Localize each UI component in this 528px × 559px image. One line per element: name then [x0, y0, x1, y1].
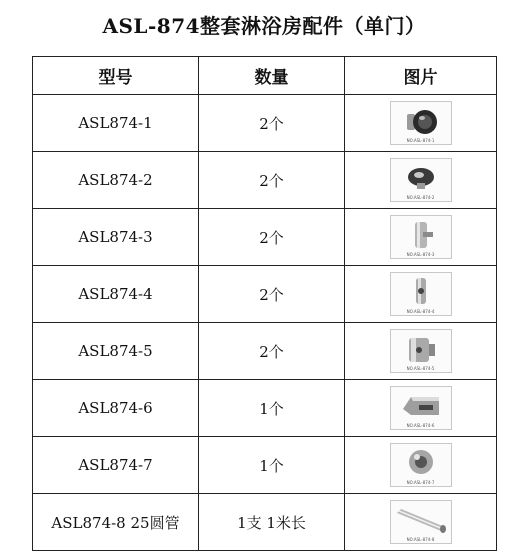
quantity-cell: 2个 [199, 152, 345, 209]
header-model: 型号 [33, 57, 199, 95]
model-cell: ASL874-1 [33, 95, 199, 152]
parts-table [32, 56, 497, 551]
table-row [33, 95, 497, 152]
model-cell: ASL874-8 25圆管 [33, 494, 199, 551]
model-cell: ASL874-5 [33, 323, 199, 380]
image-caption: NO.ASL-874-6 [406, 423, 435, 428]
page-title: ASL-874整套淋浴房配件（单门） [102, 14, 426, 38]
image-caption: NO.ASL-874-5 [406, 366, 435, 371]
model-cell: ASL874-7 [33, 437, 199, 494]
quantity-cell: 1支 1米长 [199, 494, 345, 551]
quantity-cell: 1个 [199, 380, 345, 437]
header-image: 图片 [345, 57, 497, 95]
image-cell [345, 152, 497, 209]
ring-stopper-icon [390, 443, 452, 487]
image-cell [345, 209, 497, 266]
image-caption: NO.ASL-874-4 [406, 309, 435, 314]
tube-clamp-icon [390, 329, 452, 373]
table-row [33, 494, 497, 551]
table-row [33, 323, 497, 380]
image-caption: NO.ASL-874-7 [406, 480, 435, 485]
image-cell [345, 437, 497, 494]
table-row [33, 266, 497, 323]
cylinder-post-icon [390, 215, 452, 259]
table-row [33, 380, 497, 437]
glass-clip-icon [390, 386, 452, 430]
small-bracket-icon [390, 272, 452, 316]
quantity-cell: 2个 [199, 266, 345, 323]
table-row [33, 437, 497, 494]
image-cell [345, 380, 497, 437]
round-tube-icon [390, 500, 452, 544]
image-cell [345, 323, 497, 380]
model-cell: ASL874-6 [33, 380, 199, 437]
quantity-cell: 2个 [199, 323, 345, 380]
image-caption: NO.ASL-874-1 [406, 138, 435, 143]
quantity-cell: 2个 [199, 209, 345, 266]
image-cell [345, 266, 497, 323]
image-cell [345, 95, 497, 152]
model-cell: ASL874-2 [33, 152, 199, 209]
model-cell: ASL874-4 [33, 266, 199, 323]
table-header-row [33, 57, 497, 95]
image-caption: NO.ASL-874-8 [406, 537, 435, 542]
header-quantity: 数量 [199, 57, 345, 95]
table-row [33, 209, 497, 266]
table-row [33, 152, 497, 209]
quantity-cell: 2个 [199, 95, 345, 152]
flat-knob-icon [390, 158, 452, 202]
image-caption: NO.ASL-874-3 [406, 252, 435, 257]
image-cell [345, 494, 497, 551]
model-cell: ASL874-3 [33, 209, 199, 266]
quantity-cell: 1个 [199, 437, 345, 494]
knob-connector-icon [390, 101, 452, 145]
image-caption: NO.ASL-874-2 [406, 195, 435, 200]
